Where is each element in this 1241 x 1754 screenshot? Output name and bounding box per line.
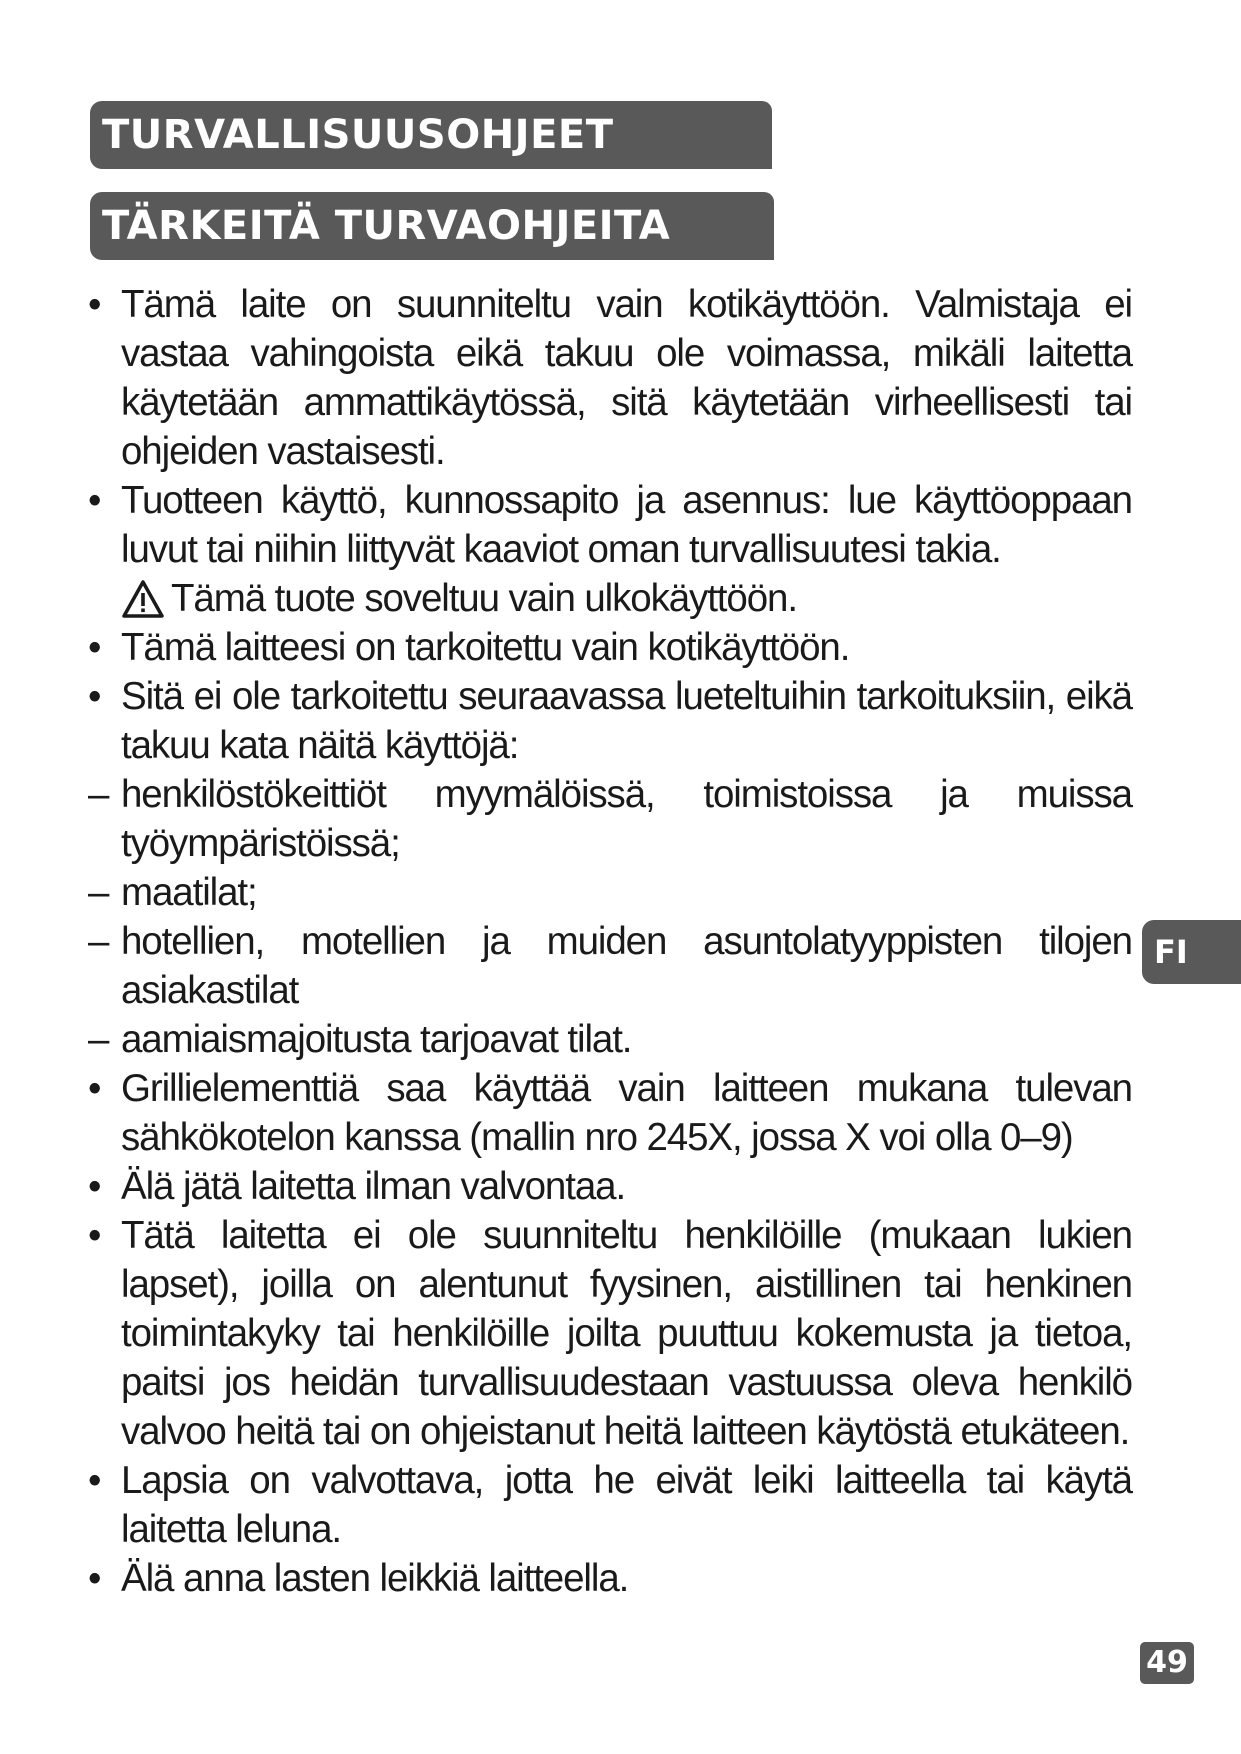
list-item bbox=[88, 280, 1132, 476]
item-text: Sitä ei ole tarkoitettu seuraavassa lueteltuihin tarkoituksiin, eikä takuu kata näitä käyttöjä: bbox=[121, 675, 1132, 767]
language-tab: FI bbox=[1142, 920, 1241, 984]
section-header-sub: TÄRKEITÄ TURVAOHJEITA bbox=[90, 192, 774, 260]
dash: – bbox=[88, 920, 109, 963]
list-item bbox=[88, 1015, 1132, 1064]
section-header-main: TURVALLISUUSOHJEET bbox=[90, 101, 772, 169]
item-text: Tämä laite on suunniteltu vain kotikäyttöön. Valmistaja ei vastaa vahingoista eikä takuu ole voimassa, mikäli laitetta käytetään ammattikäytössä, sitä käytetään virheellisesti tai ohjeiden vastaisesti. bbox=[121, 283, 1132, 473]
list-item bbox=[88, 1162, 1132, 1211]
dash: – bbox=[88, 1018, 109, 1061]
list-item bbox=[88, 868, 1132, 917]
bullet: • bbox=[88, 626, 101, 669]
item-text: aamiaismajoitusta tarjoavat tilat. bbox=[121, 1018, 632, 1061]
bullet: • bbox=[88, 283, 101, 326]
list-item bbox=[88, 476, 1132, 574]
list-item bbox=[88, 1554, 1132, 1603]
dash: – bbox=[88, 871, 109, 914]
item-text: Tätä laitetta ei ole suunniteltu henkilöille (mukaan lukien lapset), joilla on alentunut fyysinen, aistillinen tai henkinen toimintakyky tai henkilöille joilta puuttuu kokemusta ja tietoa, paitsi jos heidän turvallisuudestaan vastuussa oleva henkilö valvoo heitä tai on ohjeistanut heitä laitteen käytöstä etukäteen. bbox=[121, 1214, 1132, 1453]
item-text: Tämä laitteesi on tarkoitettu vain kotikäyttöön. bbox=[121, 626, 850, 669]
item-text: hotellien, motellien ja muiden asuntolatyyppisten tilojen asiakastilat bbox=[121, 920, 1132, 1012]
warning-line bbox=[88, 574, 1132, 623]
item-text: maatilat; bbox=[121, 871, 257, 914]
item-text: Grillielementtiä saa käyttää vain laitteen mukana tulevan sähkökotelon kanssa (mallin nro 245X, jossa X voi olla 0–9) bbox=[121, 1067, 1132, 1159]
bullet: • bbox=[88, 479, 101, 522]
list-item bbox=[88, 1211, 1132, 1456]
page-number: 49 bbox=[1140, 1642, 1194, 1684]
list-item bbox=[88, 1456, 1132, 1554]
bullet: • bbox=[88, 675, 101, 718]
bullet: • bbox=[88, 1557, 101, 1600]
list-item bbox=[88, 623, 1132, 672]
warning-text: Tämä tuote soveltuu vain ulkokäyttöön. bbox=[171, 577, 797, 620]
bullet: • bbox=[88, 1165, 101, 1208]
bullet: • bbox=[88, 1459, 101, 1502]
warning-triangle-icon bbox=[121, 579, 165, 619]
bullet: • bbox=[88, 1067, 101, 1110]
item-text: Älä jätä laitetta ilman valvontaa. bbox=[121, 1165, 626, 1208]
list-item bbox=[88, 770, 1132, 868]
dash: – bbox=[88, 773, 109, 816]
item-text: Tuotteen käyttö, kunnossapito ja asennus: lue käyttöoppaan luvut tai niihin liittyvät kaaviot oman turvallisuutesi takia. bbox=[121, 479, 1132, 571]
bullet: • bbox=[88, 1214, 101, 1257]
item-text: henkilöstökeittiöt myymälöissä, toimistoissa ja muissa työympäristöissä; bbox=[121, 773, 1132, 865]
item-text: Älä anna lasten leikkiä laitteella. bbox=[121, 1557, 629, 1600]
list-item bbox=[88, 672, 1132, 770]
list-item bbox=[88, 1064, 1132, 1162]
safety-instructions bbox=[88, 280, 1132, 1603]
item-text: Lapsia on valvottava, jotta he eivät leiki laitteella tai käytä laitetta leluna. bbox=[121, 1459, 1132, 1551]
list-item bbox=[88, 917, 1132, 1015]
